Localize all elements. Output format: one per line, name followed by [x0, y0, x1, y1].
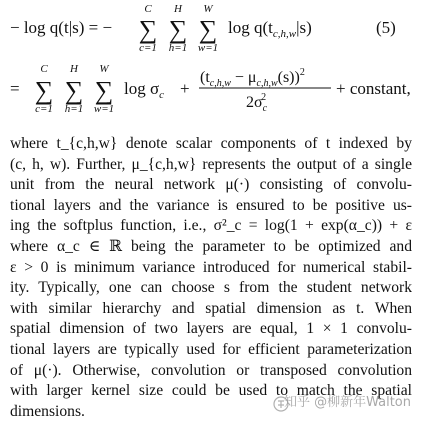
svg-text:(tc,h,w − μc,h,w(s))2: $(t_{c,h,w} - \mu_{c,h,w}(s))^2$ — [200, 67, 305, 89]
sum-c — [139, 3, 158, 54]
svg-text:C: C — [40, 63, 48, 75]
equation-5 — [0, 0, 421, 120]
svg-text:h=1: h=1 — [64, 103, 84, 115]
paragraph-line: spatial dimension of two layers are equal, 1 × 1 convolu- — [10, 320, 412, 338]
svg-text:log σc: $\log \sigma_c$ — [124, 79, 165, 101]
eq-line2-equals: = — [10, 79, 20, 98]
sum2-c — [35, 63, 54, 115]
paragraph-line: (c, h, w). Further, μ_{c,h,w} represents the output of a single — [10, 155, 412, 173]
svg-text:∑: ∑ — [168, 15, 188, 44]
svg-text:h=1: h=1 — [168, 42, 188, 54]
svg-text:∑: ∑ — [64, 76, 84, 105]
paragraph-line: ity. Typically, one can choose s from the student network — [10, 279, 412, 297]
svg-text:c=1: c=1 — [35, 103, 53, 115]
svg-text:H: H — [70, 63, 78, 75]
paragraph-line: of μ(·). Otherwise, convolution or transposed convolution — [10, 361, 412, 379]
paragraph-line: ing the softplus function, i.e., σ²_c = log(1 + exp(α_c)) + ε — [10, 217, 412, 235]
paragraph-line: tional layers and the variance is ensured to be positive us- — [10, 196, 412, 214]
paragraph-line: tional layers are typically used for efficient parameterization — [10, 340, 412, 358]
equation-number: (5) — [376, 18, 396, 37]
svg-text:∑: ∑ — [138, 15, 158, 44]
eq-log-sigma — [124, 79, 164, 101]
svg-text:W: W — [99, 63, 109, 75]
paragraph-line: ε > 0 is minimum variance introduced for numerical stabil- — [10, 258, 412, 276]
paragraph-line: where α_c ∈ ℝ being the parameter to be optimized and — [10, 237, 412, 255]
sum2-h — [65, 63, 84, 115]
paragraph-line: dimensions. — [10, 402, 85, 420]
watermark: 知乎 @柳新年Walton — [283, 395, 411, 410]
svg-text:c=1: c=1 — [139, 42, 157, 54]
svg-text:C: C — [144, 3, 152, 15]
svg-text:log q(tc,h,w|s): $\log q(t_{c,h,w}|s)$ — [228, 18, 312, 40]
paragraph-line: unit from the neural network μ(·) consisting of convolu- — [10, 176, 412, 194]
svg-text:H: H — [174, 3, 182, 15]
body-paragraph — [10, 134, 412, 422]
eq-term-1 — [228, 18, 312, 40]
sum-w — [198, 3, 218, 54]
eq-fraction — [199, 67, 331, 114]
eq-lhs: − log q(t|s) = − — [10, 18, 113, 37]
eq-constant: + constant, — [336, 79, 411, 98]
eq-plus: + — [180, 79, 190, 98]
svg-text:w=1: w=1 — [197, 42, 219, 54]
svg-text:2σc2: $2\sigma_c2$ — [246, 92, 268, 114]
svg-text:w=1: w=1 — [93, 103, 115, 115]
paragraph-line: with similar hierarchy and spatial dimension as t. When — [10, 299, 412, 317]
paragraph-line: with larger kernel size could be used to match the spatial — [10, 382, 412, 400]
svg-text:∑: ∑ — [34, 76, 54, 105]
sum-h — [169, 3, 188, 54]
svg-text:∑: ∑ — [94, 76, 114, 105]
svg-text:∑: ∑ — [198, 15, 218, 44]
svg-text:W: W — [203, 3, 213, 15]
sum2-w — [94, 63, 114, 115]
paragraph-line: where t_{c,h,w} denote scalar components of t indexed by — [10, 135, 412, 152]
